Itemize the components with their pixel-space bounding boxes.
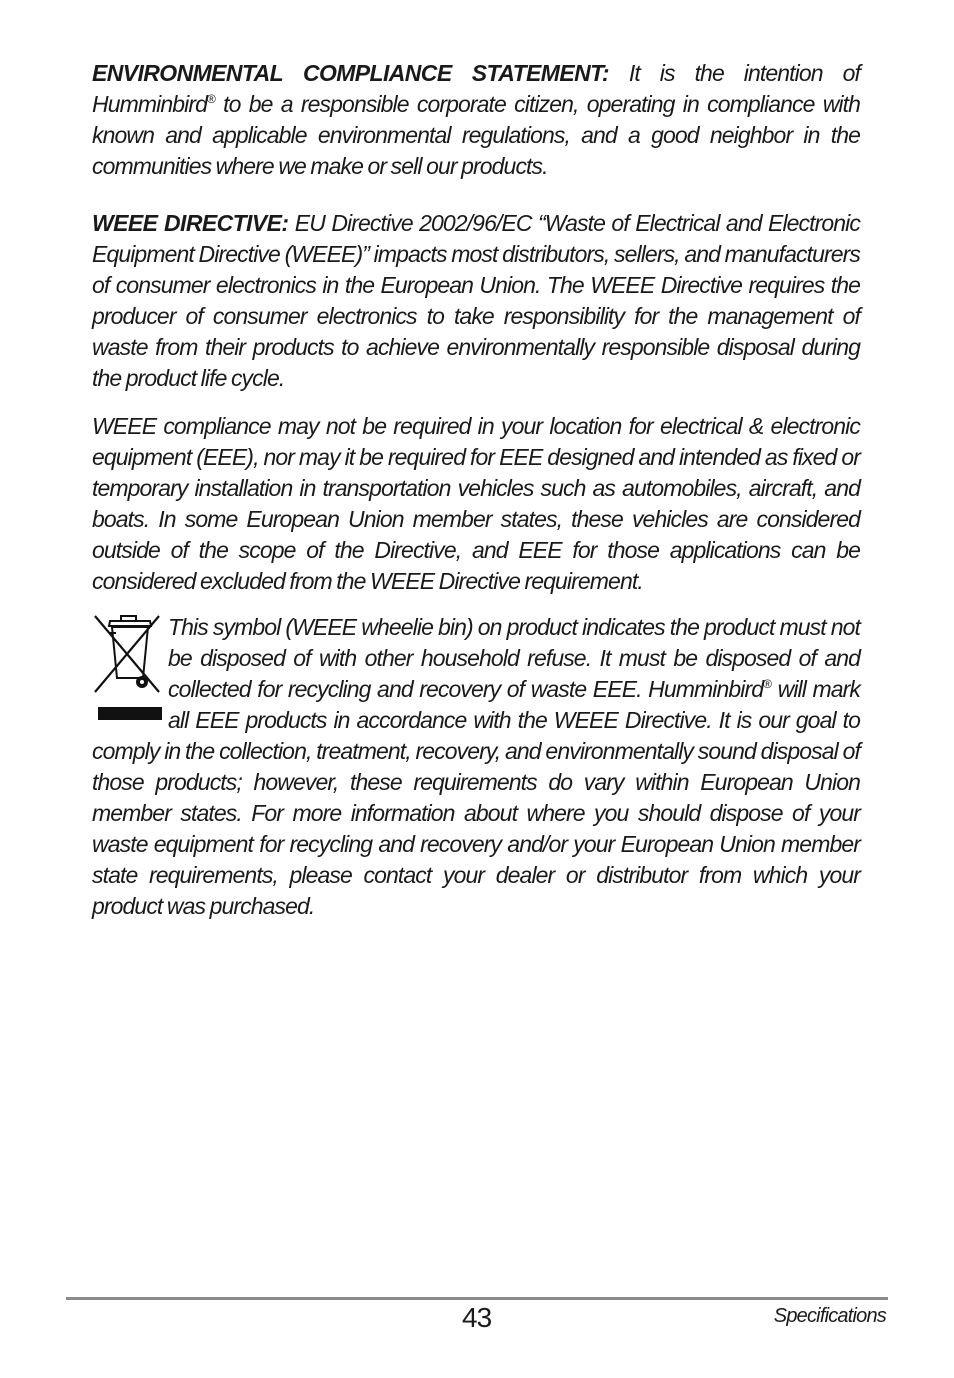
weee-symbol-text-a: This symbol (WEEE wheelie bin) on product indicates the product must not be disposed of with other household refuse. It must be disposed of and collected for recycling and recovery of waste EEE. Humminbird bbox=[168, 614, 860, 702]
registered-mark: ® bbox=[206, 92, 215, 106]
environmental-text-a: It is the intention of Humminbird bbox=[92, 60, 860, 117]
weee-symbol-text-b: will mark all EEE products in accordance with the WEEE Directive. It is our goal to comply in the collection, treatment, recovery, and environmentally sound disposal of those products; however, these requirements do vary within European Union member states. For more information about where you should dispose of your waste equipment for recycling and recovery and/or your European Union member state requirements, please contact your dealer or distributor from which your product was purchased. bbox=[92, 676, 860, 919]
weee-symbol-section bbox=[92, 612, 860, 922]
page-number: 43 bbox=[462, 1302, 492, 1333]
environmental-heading: ENVIRONMENTAL COMPLIANCE STATEMENT: bbox=[92, 60, 609, 86]
registered-mark: ® bbox=[763, 677, 772, 691]
weee-symbol-paragraph bbox=[92, 612, 860, 922]
section-name: Specifications bbox=[773, 1305, 886, 1327]
environmental-text-b: to be a responsible corporate citizen, operating in compliance with known and applicable environmental regulations, and a good neighbor in the communities where we make or sell our products. bbox=[92, 91, 860, 179]
weee-heading: WEEE DIRECTIVE: bbox=[92, 210, 289, 236]
weee-directive-paragraph bbox=[92, 208, 860, 394]
weee-directive-text: EU Directive 2002/96/EC “Waste of Electrical and Electronic Equipment Directive (WEEE)” impacts most distributors, sellers, and manufacturers of consumer electronics in the European Union. The WEEE Directive requires the producer of consumer electronics to take responsibility for the management of waste from their products to achieve environmentally responsible disposal during the product life cycle. bbox=[92, 210, 860, 391]
crossed-out-wheelie-bin-icon bbox=[92, 606, 166, 700]
weee-solid-bar bbox=[98, 707, 162, 720]
environmental-compliance-statement bbox=[92, 58, 860, 182]
weee-compliance-paragraph: WEEE compliance may not be required in your location for electrical & electronic equipment (EEE), nor may it be required for EEE designed and intended as fixed or temporary installation in transportation vehicles such as automobiles, aircraft, and boats. In some European Union member states, these vehicles are considered outside of the scope of the Directive, and EEE for those applications can be considered excluded from the WEEE Directive requirement. bbox=[92, 413, 860, 594]
footer-rule bbox=[66, 1297, 888, 1300]
weee-symbol-figure bbox=[90, 612, 168, 736]
page-content bbox=[92, 58, 860, 922]
